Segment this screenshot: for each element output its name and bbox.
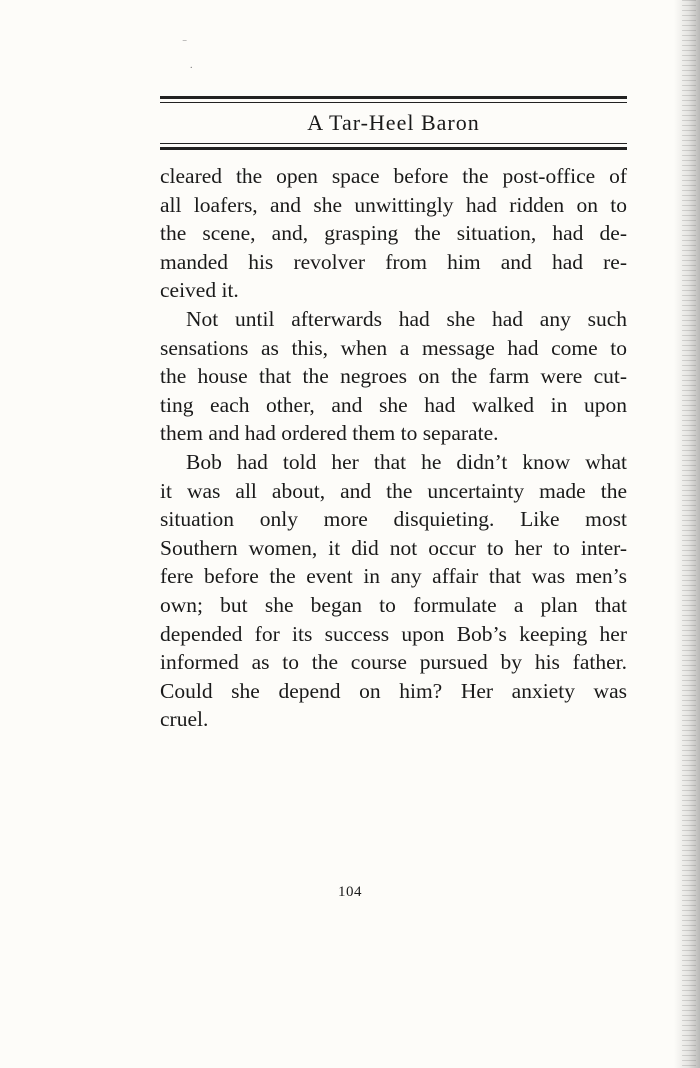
text-line: Could she depend on him? Her anxiety was [160,678,627,703]
text-line: Not until afterwards had she had any such [186,306,627,331]
body-text [160,162,627,734]
text-line: them and had ordered them to separate. [160,421,499,446]
stray-mark: . [190,60,193,71]
page-number: 104 [338,884,362,900]
text-line: Bob had told her that he didn’t know what [186,449,627,474]
running-head: A Tar-Heel Baron [307,110,480,135]
header-rule-bottom-thick [160,147,627,150]
text-line: own; but she began to formulate a plan that [160,592,627,617]
text-line: it was all about, and the uncertainty made the [160,478,627,503]
text-line: cruel. [160,707,209,732]
text-line: depended for its success upon Bob’s keeping her [160,621,627,646]
header-rule-top-thick [160,96,627,99]
text-line: ceived it. [160,278,239,303]
text-line: manded his revolver from him and had re- [160,249,627,274]
text-line: situation only more disquieting. Like most [160,507,627,532]
header-rule-top-thin [160,102,627,103]
text-line: cleared the open space before the post-office of [160,164,627,188]
text-line: all loafers, and she unwittingly had ridden on to [160,192,627,217]
page-edge-texture [682,0,696,1068]
text-line: the house that the negroes on the farm were cut- [160,364,627,389]
text-line: ting each other, and she had walked in upon [160,392,627,417]
stray-mark: ⁻ [182,38,188,49]
text-line: Southern women, it did not occur to her to inter- [160,535,627,560]
text-line: fere before the event in any affair that was men’s [160,564,627,589]
text-line: informed as to the course pursued by his father. [160,650,627,675]
text-line: sensations as this, when a message had come to [160,335,627,360]
header-rule-bottom-thin [160,143,627,144]
text-line: the scene, and, grasping the situation, had de- [160,221,627,246]
